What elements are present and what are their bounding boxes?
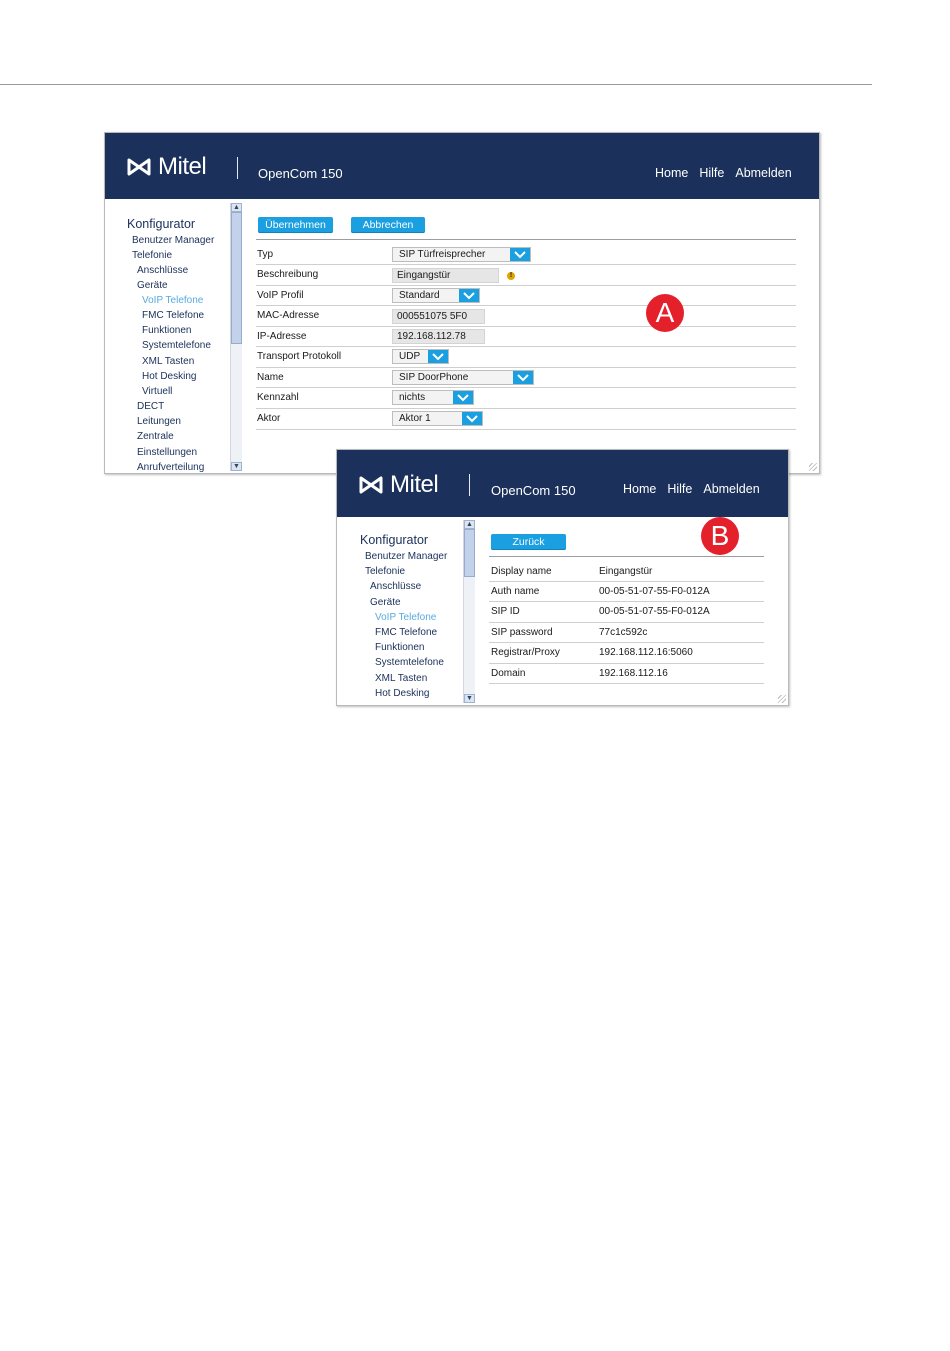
sidebar-item-fmc-telefone[interactable]: FMC Telefone [142,310,205,321]
callout-badge-b: B [701,517,739,555]
detail-label-domain: Domain [491,668,526,679]
header-divider [237,157,238,179]
sidebar-item-funktionen[interactable]: Funktionen [375,642,425,653]
scrollbar-thumb[interactable] [231,212,242,344]
detail-label-registrar-proxy: Registrar/Proxy [491,647,560,658]
sidebar-item-systemtelefone[interactable]: Systemtelefone [375,657,444,668]
sidebar-item-fmc-telefone[interactable]: FMC Telefone [375,627,438,638]
row-divider [256,387,796,388]
detail-label-display-name: Display name [491,566,552,577]
mac-adresse-field: 000551075 5F0 [392,309,485,324]
details-top-rule [489,556,764,557]
chevron-down-icon [459,289,479,302]
sidebar-item-funktionen[interactable]: Funktionen [142,325,192,336]
beschreibung-input[interactable]: Eingangstür [392,268,499,283]
form-label-kennzahl: Kennzahl [257,392,299,403]
scroll-down-icon[interactable]: ▼ [464,694,475,703]
sidebar-item-voip-telefone[interactable]: VoIP Telefone [375,612,437,623]
chevron-down-icon [428,350,448,363]
logo-text: Mitel [158,153,207,180]
sidebar-title[interactable]: Konfigurator [360,533,429,547]
kennzahl-select-value: nichts [399,392,426,403]
header-nav [623,482,760,496]
back-button[interactable]: Zurück [491,534,566,550]
detail-value-auth-name: 00-05-51-07-55-F0-012A [599,586,710,597]
detail-value-display-name: Eingangstür [599,566,653,577]
chevron-down-icon [513,371,533,384]
row-divider [256,408,796,409]
detail-label-sip-id: SIP ID [491,606,520,617]
sidebar-scrollbar[interactable] [463,520,475,703]
scroll-up-icon[interactable]: ▲ [231,203,242,212]
sidebar-item-hot-desking[interactable]: Hot Desking [375,688,430,699]
chevron-down-icon [462,412,482,425]
typ-select-value: SIP Türfreisprecher [399,249,486,260]
nav-help[interactable]: Hilfe [667,482,693,496]
form-label-ip-adresse: IP-Adresse [257,331,307,342]
typ-select[interactable] [392,247,531,262]
row-divider [489,663,764,664]
row-divider [489,601,764,602]
kennzahl-select[interactable] [392,390,474,405]
nav-logout[interactable]: Abmelden [703,482,760,496]
sidebar-item-telefonie[interactable]: Telefonie [365,566,406,577]
chevron-down-icon [510,248,530,261]
scrollbar-thumb[interactable] [464,529,475,577]
sidebar-item-einstellungen[interactable]: Einstellungen [137,447,198,458]
sidebar-item-benutzer-manager[interactable]: Benutzer Manager [132,235,215,246]
row-divider [256,346,796,347]
transport-protokoll-select-value: UDP [399,351,421,362]
row-divider [256,285,796,286]
row-divider [256,429,796,430]
nav-home[interactable]: Home [623,482,657,496]
scroll-up-icon[interactable]: ▲ [464,520,475,529]
voip-profil-select-value: Standard [399,290,440,301]
mitel-logo-icon [126,156,152,178]
sidebar-item-virtuell[interactable]: Virtuell [142,386,173,397]
row-divider [256,264,796,265]
sidebar-item-geraete[interactable]: Geräte [370,597,401,608]
sidebar-item-leitungen[interactable]: Leitungen [137,416,181,427]
sidebar-item-dect[interactable]: DECT [137,401,165,412]
detail-label-auth-name: Auth name [491,586,540,597]
aktor-select[interactable] [392,411,483,426]
mitel-logo [126,153,206,181]
detail-value-sip-password: 77c1c592c [599,627,648,638]
header-divider [469,474,470,496]
ip-adresse-input[interactable]: 192.168.112.78 [392,329,485,344]
row-divider [489,642,764,643]
nav-help[interactable]: Hilfe [699,166,725,180]
window-device-settings [104,132,820,474]
resize-grip-icon[interactable] [778,695,786,703]
nav-home[interactable]: Home [655,166,689,180]
sidebar-item-anrufverteilung[interactable]: Anrufverteilung [137,462,205,473]
sidebar-item-systemtelefone[interactable]: Systemtelefone [142,340,211,351]
sidebar-item-xml-tasten[interactable]: XML Tasten [142,356,195,367]
app-header [337,450,788,517]
name-select[interactable] [392,370,534,385]
sidebar-item-telefonie[interactable]: Telefonie [132,250,173,261]
warning-icon: ! [507,272,515,280]
product-name: OpenCom 150 [491,483,576,498]
form-label-transport-protokoll: Transport Protokoll [257,351,342,362]
product-name: OpenCom 150 [258,166,343,181]
row-divider [256,305,796,306]
header-nav [655,166,792,180]
cancel-button[interactable]: Abbrechen [351,217,425,233]
form-label-aktor: Aktor [257,413,281,424]
sidebar-item-anschluesse[interactable]: Anschlüsse [137,265,189,276]
row-divider [489,581,764,582]
row-divider [489,622,764,623]
sidebar-item-hot-desking[interactable]: Hot Desking [142,371,197,382]
sidebar-item-xml-tasten[interactable]: XML Tasten [375,673,428,684]
voip-profil-select[interactable] [392,288,480,303]
sidebar-item-voip-telefone[interactable]: VoIP Telefone [142,295,204,306]
form-label-name: Name [257,372,284,383]
detail-label-sip-password: SIP password [491,627,553,638]
form-label-beschreibung: Beschreibung [257,269,319,280]
sidebar-item-zentrale[interactable]: Zentrale [137,431,174,442]
page-top-rule [0,84,872,85]
callout-badge-a: A [646,294,684,332]
app-header [105,133,819,199]
chevron-down-icon [453,391,473,404]
window-sip-details [336,449,789,706]
form-label-mac-adresse: MAC-Adresse [257,310,320,321]
aktor-select-value: Aktor 1 [399,413,431,424]
scroll-down-icon[interactable]: ▼ [231,462,242,471]
form-label-voip-profil: VoIP Profil [257,290,304,301]
transport-protokoll-select[interactable] [392,349,449,364]
name-select-value: SIP DoorPhone [399,372,469,383]
detail-value-domain: 192.168.112.16 [599,668,668,679]
mitel-logo [358,471,438,499]
detail-value-sip-id: 00-05-51-07-55-F0-012A [599,606,710,617]
sidebar-item-anschluesse[interactable]: Anschlüsse [370,581,422,592]
form-top-rule [256,239,796,240]
form-label-typ: Typ [257,249,274,260]
sidebar-title[interactable]: Konfigurator [127,217,196,231]
apply-button[interactable]: Übernehmen [258,217,333,233]
sidebar-item-geraete[interactable]: Geräte [137,280,168,291]
mitel-logo-icon [358,474,384,496]
row-divider [256,367,796,368]
logo-text: Mitel [390,471,439,498]
row-divider [256,326,796,327]
detail-value-registrar-proxy: 192.168.112.16:5060 [599,647,693,658]
nav-logout[interactable]: Abmelden [735,166,792,180]
sidebar-scrollbar[interactable] [230,203,242,471]
sidebar-item-benutzer-manager[interactable]: Benutzer Manager [365,551,448,562]
row-divider [489,683,764,684]
resize-grip-icon[interactable] [809,463,817,471]
